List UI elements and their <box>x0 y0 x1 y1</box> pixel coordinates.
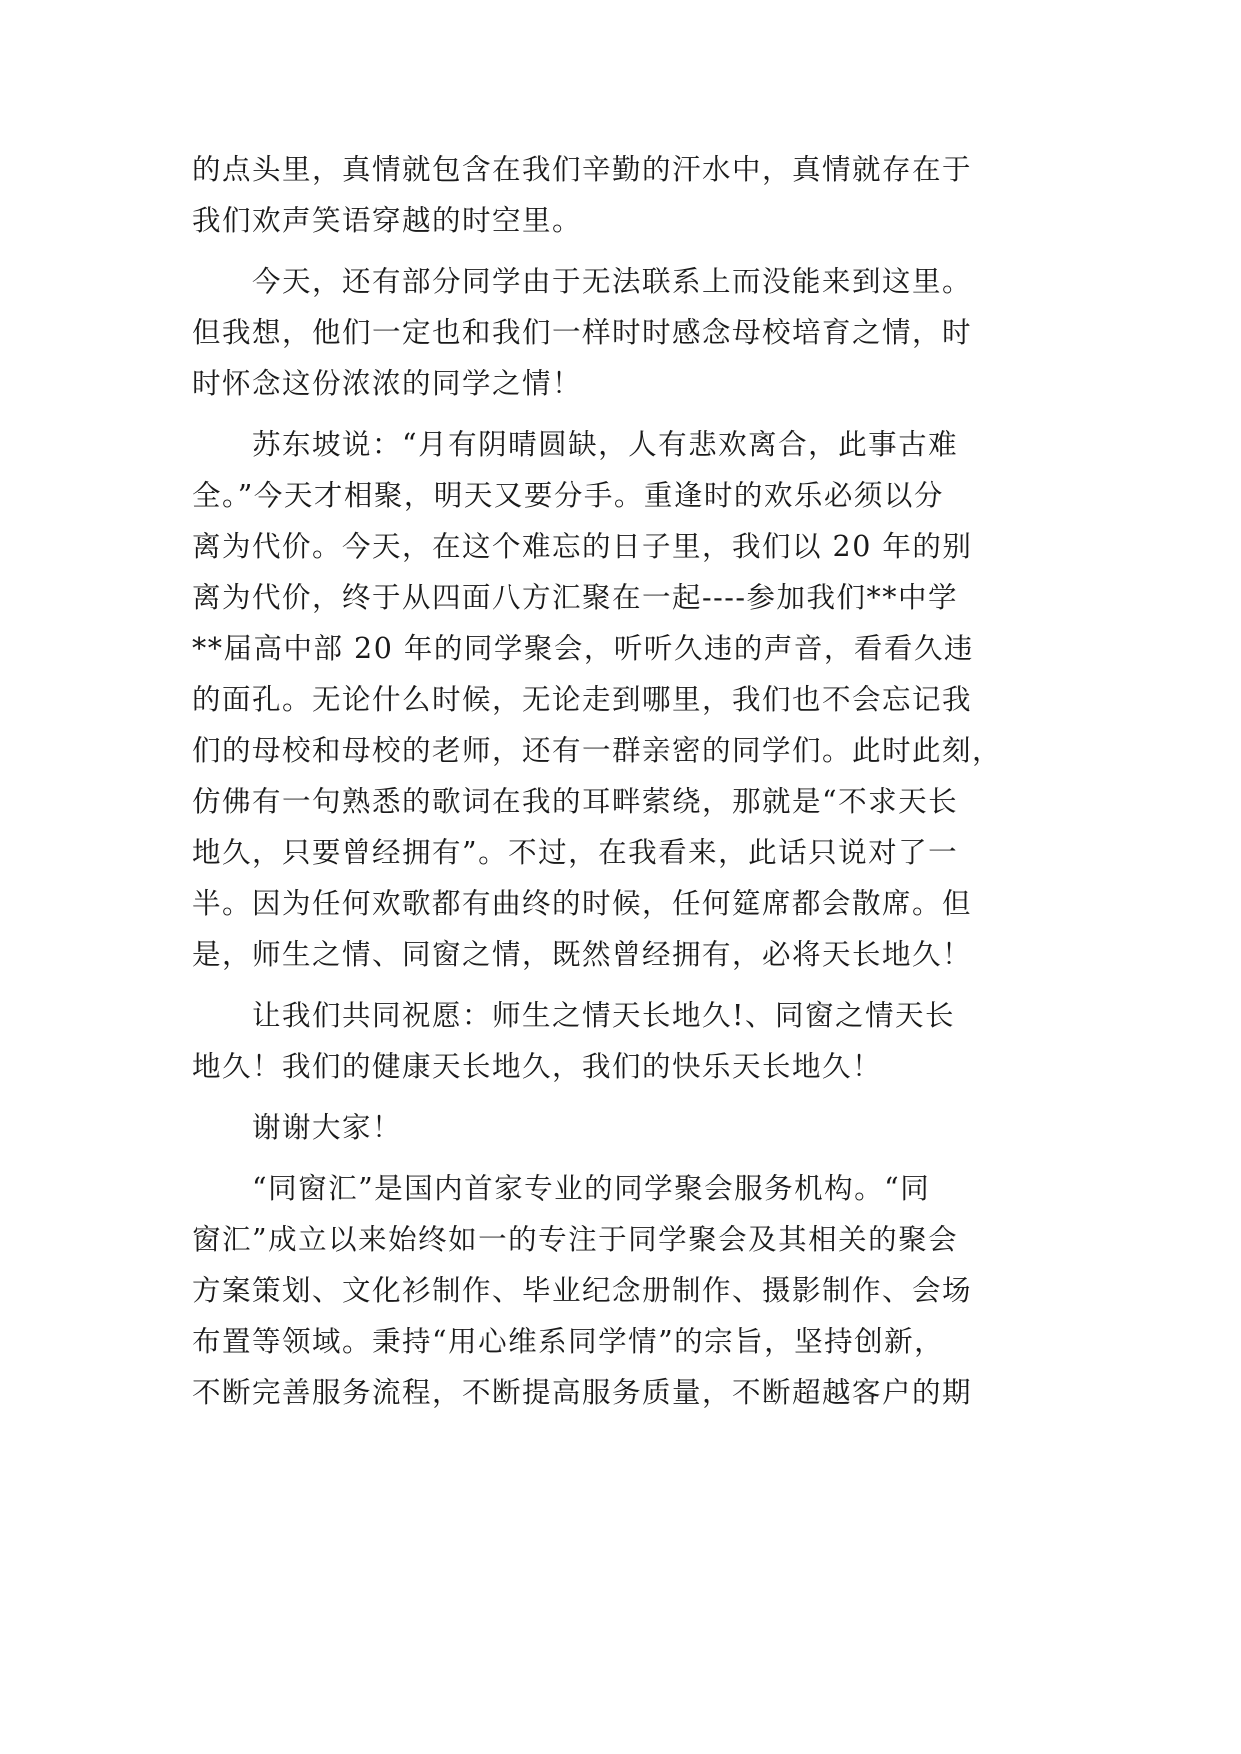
text-line: 窗汇”成立以来始终如一的专注于同学聚会及其相关的聚会 <box>192 1223 959 1256</box>
text-line: 时怀念这份浓浓的同学之情！ <box>192 367 583 400</box>
text-line: 地久！我们的健康天长地久，我们的快乐天长地久！ <box>192 1050 883 1083</box>
text-line: 今天，还有部分同学由于无法联系上而没能来到这里。 <box>192 265 973 298</box>
text-line: 苏东坡说：“月有阴晴圆缺，人有悲欢离合，此事古难 <box>192 428 959 461</box>
text-line: 方案策划、文化衫制作、毕业纪念册制作、摄影制作、会场 <box>192 1274 973 1307</box>
text-line: 但我想，他们一定也和我们一样时时感念母校培育之情，时 <box>192 316 973 349</box>
text-line: 全。”今天才相聚，明天又要分手。重逢时的欢乐必须以分 <box>192 479 944 512</box>
text-line: 我们欢声笑语穿越的时空里。 <box>192 204 583 237</box>
text-line: 们的母校和母校的老师，还有一群亲密的同学们。此时此刻， <box>192 734 1003 767</box>
text-line: 的面孔。无论什么时候，无论走到哪里，我们也不会忘记我 <box>192 683 973 716</box>
text-line: **届高中部 20 年的同学聚会，听听久违的声音，看看久违 <box>192 632 974 665</box>
text-line: 仿佛有一句熟悉的歌词在我的耳畔萦绕，那就是“不求天长 <box>192 785 959 818</box>
text-line: “同窗汇”是国内首家专业的同学聚会服务机构。“同 <box>192 1172 931 1205</box>
text-line: 谢谢大家！ <box>192 1111 403 1144</box>
text-line: 离为代价，终于从四面八方汇聚在一起----参加我们**中学 <box>192 581 959 614</box>
text-line: 地久，只要曾经拥有”。不过，在我看来，此话只说对了一 <box>192 836 959 869</box>
text-line: 半。因为任何欢歌都有曲终的时候，任何筵席都会散席。但 <box>192 887 973 920</box>
text-line: 不断完善服务流程，不断提高服务质量，不断超越客户的期 <box>192 1376 973 1409</box>
text-line: 是，师生之情、同窗之情，既然曾经拥有，必将天长地久！ <box>192 938 973 971</box>
text-line: 的点头里，真情就包含在我们辛勤的汗水中，真情就存在于 <box>192 153 973 186</box>
text-line: 让我们共同祝愿：师生之情天长地久!、同窗之情天长 <box>192 999 955 1032</box>
text-line: 布置等领域。秉持“用心维系同学情”的宗旨，坚持创新， <box>192 1325 945 1358</box>
text-line: 离为代价。今天，在这个难忘的日子里，我们以 20 年的别 <box>192 530 973 563</box>
